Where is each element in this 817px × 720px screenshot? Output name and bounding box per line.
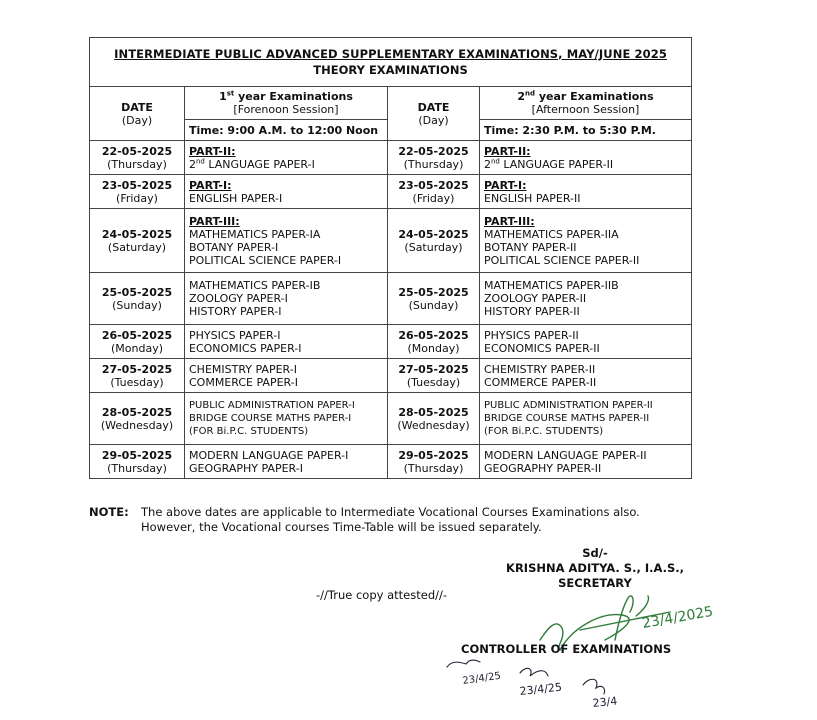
date-cell: 28-05-2025 (Wednesday) — [388, 393, 480, 445]
paper-cell: PHYSICS PAPER-I ECONOMICS PAPER-I — [185, 325, 388, 359]
date-cell: 28-05-2025 (Wednesday) — [90, 393, 185, 445]
paper-cell: PART-II: 2nd LANGUAGE PAPER-I — [185, 141, 388, 175]
first-year-time: Time: 9:00 A.M. to 12:00 Noon — [185, 120, 388, 141]
paper-cell: MATHEMATICS PAPER-IB ZOOLOGY PAPER-I HISTORY PAPER-I — [185, 273, 388, 325]
date-cell: 25-05-2025 (Sunday) — [388, 273, 480, 325]
paper-cell: PART-I: ENGLISH PAPER-II — [480, 175, 692, 209]
date-cell: 27-05-2025 (Tuesday) — [388, 359, 480, 393]
date-cell: 26-05-2025 (Monday) — [90, 325, 185, 359]
date-cell: 23-05-2025 (Friday) — [388, 175, 480, 209]
paper-cell: PHYSICS PAPER-II ECONOMICS PAPER-II — [480, 325, 692, 359]
doc-title: INTERMEDIATE PUBLIC ADVANCED SUPPLEMENTARY EXAMINATIONS, MAY/JUNE 2025 — [114, 46, 667, 61]
header-first-year: 1st year Examinations [Forenoon Session] — [185, 87, 388, 120]
note-line-1: The above dates are applicable to Intermediate Vocational Courses Examinations also. — [141, 505, 640, 519]
paper-cell: MATHEMATICS PAPER-IIB ZOOLOGY PAPER-II HISTORY PAPER-II — [480, 273, 692, 325]
true-copy-attested: -//True copy attested//- — [316, 588, 448, 602]
header-second-year: 2nd year Examinations [Afternoon Session] — [480, 87, 692, 120]
date-cell: 29-05-2025 (Thursday) — [90, 445, 185, 479]
initial-date-2: 23/4/25 — [518, 680, 563, 698]
initials — [447, 660, 618, 710]
date-cell: 23-05-2025 (Friday) — [90, 175, 185, 209]
signature-date: 23/4/2025 — [640, 603, 715, 632]
date-cell: 22-05-2025 (Thursday) — [388, 141, 480, 175]
secretary-name: KRISHNA ADITYA. S., I.A.S., — [506, 561, 684, 575]
note-label: NOTE: — [89, 505, 129, 519]
paper-cell: PART-II: 2nd LANGUAGE PAPER-II — [480, 141, 692, 175]
note-line-2: However, the Vocational courses Time-Table will be issued separately. — [141, 520, 542, 534]
initial-date-3: 23/4 — [591, 694, 618, 710]
paper-cell: PART-III: MATHEMATICS PAPER-IA BOTANY PAPER-I POLITICAL SCIENCE PAPER-I — [185, 209, 388, 273]
paper-cell: PART-III: MATHEMATICS PAPER-IIA BOTANY PAPER-II POLITICAL SCIENCE PAPER-II — [480, 209, 692, 273]
secretary-title: SECRETARY — [558, 576, 632, 590]
date-cell: 27-05-2025 (Tuesday) — [90, 359, 185, 393]
date-cell: 22-05-2025 (Thursday) — [90, 141, 185, 175]
paper-cell: PUBLIC ADMINISTRATION PAPER-I BRIDGE COURSE MATHS PAPER-I (FOR Bi.P.C. STUDENTS) — [185, 393, 388, 445]
date-cell: 29-05-2025 (Thursday) — [388, 445, 480, 479]
second-year-time: Time: 2:30 P.M. to 5:30 P.M. — [480, 120, 692, 141]
header-date-2: DATE (Day) — [388, 87, 480, 141]
paper-cell: PART-I: ENGLISH PAPER-I — [185, 175, 388, 209]
paper-cell: CHEMISTRY PAPER-I COMMERCE PAPER-I — [185, 359, 388, 393]
controller-of-examinations: CONTROLLER OF EXAMINATIONS — [461, 642, 672, 656]
paper-cell: MODERN LANGUAGE PAPER-I GEOGRAPHY PAPER-I — [185, 445, 388, 479]
sd-mark: Sd/- — [582, 546, 608, 560]
date-cell: 25-05-2025 (Sunday) — [90, 273, 185, 325]
date-cell: 24-05-2025 (Saturday) — [90, 209, 185, 273]
doc-subtitle: THEORY EXAMINATIONS — [313, 62, 468, 77]
initial-date-1: 23/4/25 — [461, 670, 502, 687]
paper-cell: MODERN LANGUAGE PAPER-II GEOGRAPHY PAPER-II — [480, 445, 692, 479]
date-cell: 24-05-2025 (Saturday) — [388, 209, 480, 273]
date-cell: 26-05-2025 (Monday) — [388, 325, 480, 359]
paper-cell: PUBLIC ADMINISTRATION PAPER-II BRIDGE COURSE MATHS PAPER-II (FOR Bi.P.C. STUDENTS) — [480, 393, 692, 445]
header-date-1: DATE (Day) — [90, 87, 185, 141]
paper-cell: CHEMISTRY PAPER-II COMMERCE PAPER-II — [480, 359, 692, 393]
